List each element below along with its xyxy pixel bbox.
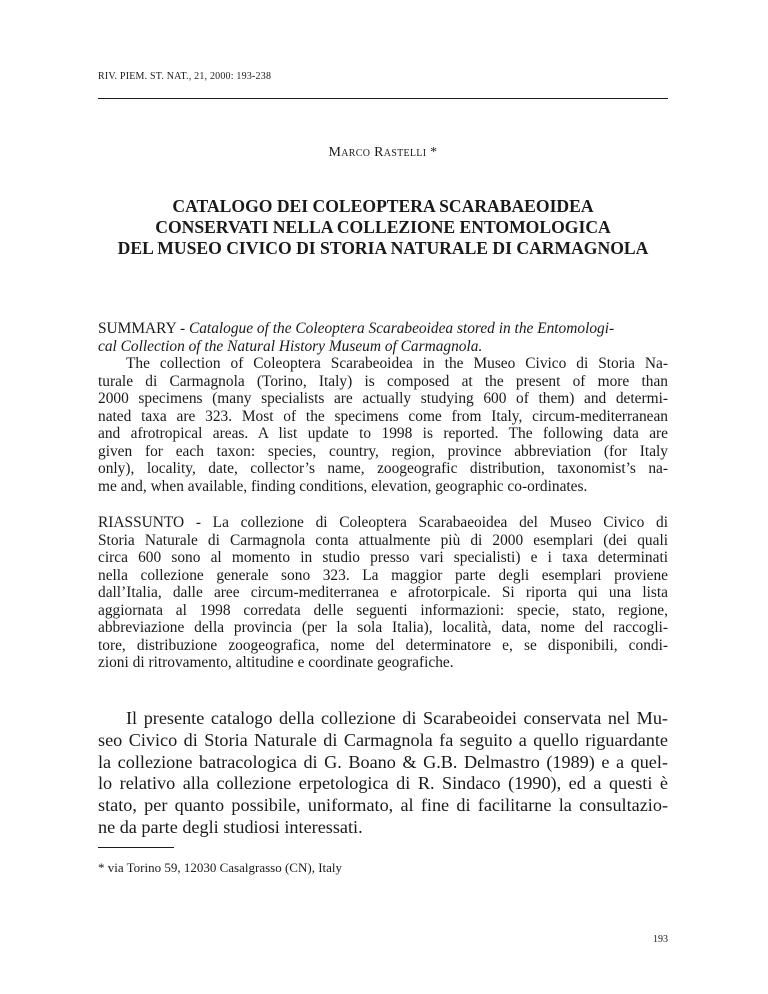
summary-line: The collection of Coleoptera Scarabeoidea in the Museo Civico di Storia Na- [126, 355, 668, 372]
author-name: Marco Rastelli * [328, 145, 438, 160]
body-line: Il presente catalogo della collezione di Scarabeoidei conservata nel Mu- [126, 708, 668, 728]
page-number: 193 [653, 934, 668, 945]
summary-label: SUMMARY - [98, 320, 189, 337]
body-line: seo Civico di Storia Naturale di Carmagnola fa seguito a quello riguardante [98, 729, 668, 750]
summary-line: and afrotropical areas. A list update to 1998 is reported. The following data are [98, 425, 668, 442]
riassunto-line: dall’Italia, dalle aree circum-mediterranea e afrotorpicale. Si riporta qui una lista [98, 584, 668, 601]
summary-line: nated taxa are 323. Most of the specimens come from Italy, circum-mediterranean [98, 407, 668, 425]
riassunto-line: abbreviazione della provincia (per la sola Italia), località, data, nome del raccogli- [98, 619, 668, 636]
summary-line: turale di Carmagnola (Torino, Italy) is composed at the present of more than [98, 372, 668, 390]
body-line: la collezione batracologica di G. Boano & G.B. Delmastro (1989) e a quel- [98, 751, 668, 772]
summary-abstract [98, 320, 668, 495]
summary-line: only), locality, date, collector’s name, zoogeografic distribution, taxonomist’s na- [98, 460, 668, 477]
riassunto-line: tore, distribuzione zoogeografica, nome del determinatore e, se disponibili, condi- [98, 636, 668, 654]
title-line: DEL MUSEO CIVICO DI STORIA NATURALE DI CARMAGNOLA [117, 238, 649, 258]
summary-english-title-cont: cal Collection of the Natural History Museum of Carmagnola. [98, 337, 483, 355]
running-head: RIV. PIEM. ST. NAT., 21, 2000: 193-238 [98, 71, 272, 82]
summary-line: 2000 specimens (many specialists are actually studying 600 of them) and determi- [98, 390, 668, 407]
summary-line: given for each taxon: species, country, region, province abbreviation (for Italy [98, 442, 668, 460]
riassunto-line: aggiornata al 1998 corredata delle seguenti informazioni: specie, stato, regione, [98, 601, 668, 619]
title-line: CONSERVATI NELLA COLLEZIONE ENTOMOLOGICA [155, 217, 611, 237]
riassunto-line: circa 600 sono al momento in studio presso vari specialisti) e i taxa determinati [98, 549, 668, 566]
footnote-rule [98, 847, 174, 848]
riassunto-line: zioni di ritrovamento, altitudine e coordinate geografiche. [98, 654, 454, 671]
body-paragraph [98, 708, 668, 839]
author-address-footnote: * via Torino 59, 12030 Casalgrasso (CN), Italy [98, 860, 343, 875]
riassunto-line: Storia Naturale di Carmagnola conta attualmente più di 2000 esemplari (dei quali [98, 531, 668, 549]
riassunto-line: RIASSUNTO - La collezione di Coleoptera Scarabaeoidea del Museo Civico di [98, 514, 668, 531]
summary-english-title: Catalogue of the Coleoptera Scarabeoidea stored in the Entomologi- [188, 320, 615, 337]
riassunto-line: nella collezione generale sono 323. La maggior parte degli esemplari proviene [98, 566, 668, 584]
body-line: stato, per quanto possibile, uniformato, al fine di facilitarne la consultazio- [98, 795, 668, 816]
body-line: ne da parte degli studiosi interessati. [98, 816, 363, 837]
header-rule [98, 98, 668, 99]
riassunto-abstract [98, 514, 668, 672]
summary-heading-line [98, 320, 668, 338]
body-line: lo relativo alla collezione erpetologica di R. Sindaco (1990), ed a questi è [98, 773, 668, 794]
article-title [98, 196, 668, 259]
title-line: CATALOGO DEI COLEOPTERA SCARABAEOIDEA [172, 196, 594, 216]
summary-line: me and, when available, finding conditions, elevation, geographic co-ordinates. [98, 477, 588, 495]
